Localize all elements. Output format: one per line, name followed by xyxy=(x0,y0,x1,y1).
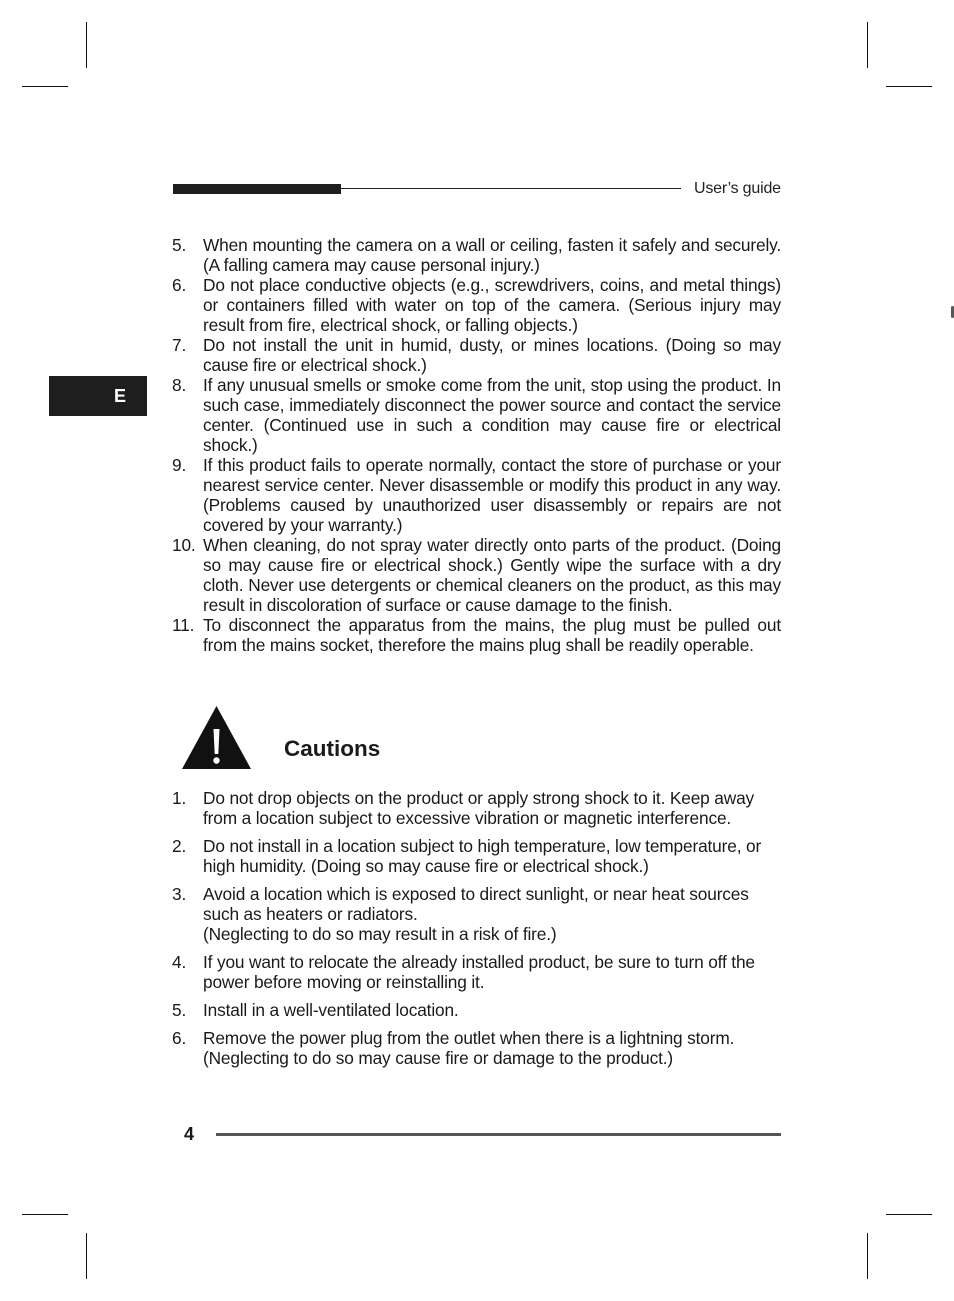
list-item xyxy=(172,375,781,455)
item-number: 3. xyxy=(172,884,187,904)
page-number: 4 xyxy=(184,1124,195,1144)
list-item xyxy=(172,1028,781,1068)
list-item xyxy=(172,952,781,992)
header-bar xyxy=(173,184,341,194)
crop-mark xyxy=(886,1214,932,1215)
item-text: Remove the power plug from the outlet when there is a lightning storm. xyxy=(203,1028,735,1048)
item-text: Do not drop objects on the product or apply strong shock to it. Keep away from a location subject to excessive vibration or magnetic interference. xyxy=(203,788,755,828)
warning-triangle-icon xyxy=(181,705,252,770)
item-text: Do not install the unit in humid, dusty, or mines locations. (Doing so may cause fire or electrical shock.) xyxy=(203,335,781,375)
list-item xyxy=(172,535,781,615)
crop-mark xyxy=(867,22,868,68)
crop-mark xyxy=(22,86,68,87)
crop-mark xyxy=(86,22,87,68)
header-title: User’s guide xyxy=(694,180,781,197)
item-number: 6. xyxy=(172,1028,187,1048)
language-tab: E xyxy=(49,376,147,416)
item-text: If any unusual smells or smoke come from the unit, stop using the product. In such case, immediately disconnect the power source and contact the service center. (Continued use in such a condition may cause fire or electrical shock.) xyxy=(203,375,781,455)
list-item xyxy=(172,275,781,335)
item-number: 10. xyxy=(172,535,196,555)
cautions-list xyxy=(172,788,781,1068)
item-text: Do not place conductive objects (e.g., screwdrivers, coins, and metal things) or containers filled with water on top of the camera. (Serious injury may result from fire, electrical shock, or falling objects.) xyxy=(203,275,781,335)
item-text: When cleaning, do not spray water directly onto parts of the product. (Doing so may cause fire or electrical shock.) Gently wipe the surface with a dry cloth. Never use detergents or chemical cleaners on the product, as this may result in discoloration of surface or cause damage to the finish. xyxy=(203,535,781,615)
item-text: When mounting the camera on a wall or ceiling, fasten it safely and securely. (A falling camera may cause personal injury.) xyxy=(203,235,781,275)
item-note: (Neglecting to do so may cause fire or damage to the product.) xyxy=(203,1048,674,1068)
list-item xyxy=(172,1000,781,1020)
item-text: Avoid a location which is exposed to direct sunlight, or near heat sources such as heaters or radiators. xyxy=(203,884,749,924)
list-item xyxy=(172,235,781,275)
header-rule xyxy=(341,188,681,189)
list-item xyxy=(172,615,781,655)
crop-mark xyxy=(886,86,932,87)
footer-rule xyxy=(216,1133,781,1136)
item-text: Do not install in a location subject to high temperature, low temperature, or high humidity. (Doing so may cause fire or electrical shock.) xyxy=(203,836,762,876)
item-note: (Neglecting to do so may result in a risk of fire.) xyxy=(203,924,557,944)
item-number: 5. xyxy=(172,1000,187,1020)
list-item xyxy=(172,455,781,535)
list-item xyxy=(172,335,781,375)
item-number: 8. xyxy=(172,375,187,395)
list-item xyxy=(172,788,781,828)
item-number: 2. xyxy=(172,836,187,856)
item-number: 5. xyxy=(172,235,187,255)
cautions-title: Cautions xyxy=(284,736,381,761)
item-number: 7. xyxy=(172,335,187,355)
crop-mark xyxy=(867,1233,868,1279)
item-number: 1. xyxy=(172,788,187,808)
item-text: If you want to relocate the already installed product, be sure to turn off the power before moving or reinstalling it. xyxy=(203,952,755,992)
list-item xyxy=(172,836,781,876)
list-item xyxy=(172,884,781,944)
item-number: 9. xyxy=(172,455,187,475)
item-number: 11. xyxy=(172,615,195,635)
item-text: To disconnect the apparatus from the mains, the plug must be pulled out from the mains socket, therefore the mains plug shall be readily operable. xyxy=(203,615,781,655)
crop-mark xyxy=(86,1233,87,1279)
item-text: Install in a well-ventilated location. xyxy=(203,1000,459,1020)
item-number: 6. xyxy=(172,275,187,295)
item-text: If this product fails to operate normally, contact the store of purchase or your nearest service center. Never disassemble or modify this product in any way. (Problems caused by unauthorized user disassembly or repairs are not covered by your warranty.) xyxy=(203,455,781,535)
safety-list xyxy=(172,235,781,655)
item-number: 4. xyxy=(172,952,187,972)
crop-mark xyxy=(22,1214,68,1215)
